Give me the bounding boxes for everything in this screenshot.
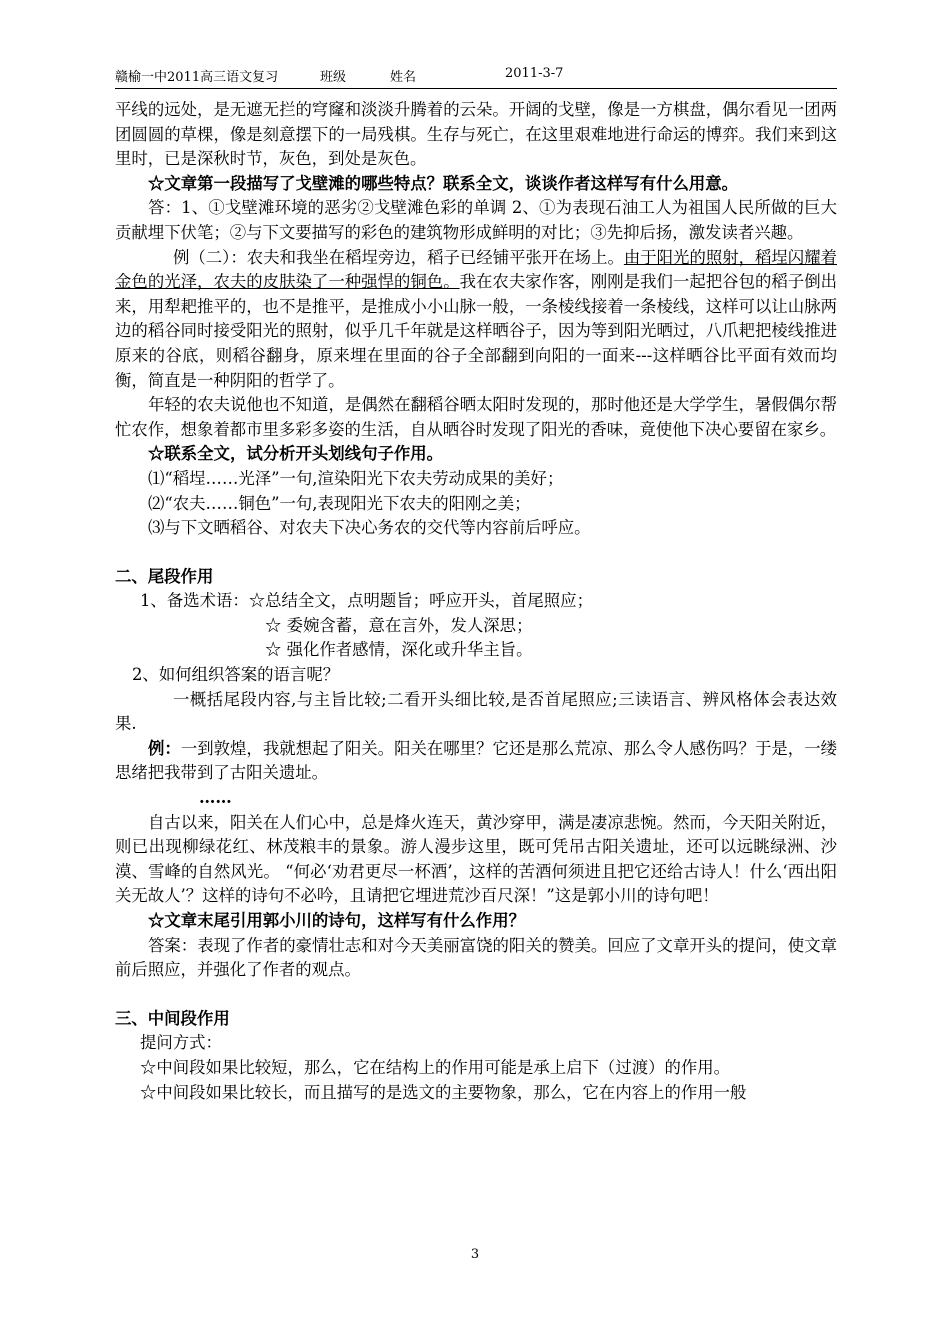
header-date: 2011-3-7 xyxy=(505,66,564,81)
example-3 xyxy=(115,737,837,786)
middle-short-note: ☆中间段如果比较短，那么，它在结构上的作用可能是承上启下（过渡）的作用。 xyxy=(140,1057,731,1077)
page-number: 3 xyxy=(470,1247,480,1262)
middle-long-note: ☆中间段如果比较长，而且描写的是选文的主要物象，那么，它在内容上的作用一般 xyxy=(140,1082,747,1102)
question-1: ☆文章第一段描写了戈壁滩的哪些特点？联系全文，谈谈作者这样写有什么用意。 xyxy=(148,173,739,193)
section-heading-2: 二、尾段作用 xyxy=(115,566,214,586)
method-text: 一概括尾段内容,与主旨比较;二看开头细比较,是否首尾照应;三读语言、辨风格体会表达效果. xyxy=(115,689,837,734)
answer-1: 答：1、①戈壁滩环境的恶劣②戈壁滩色彩的单调 2、①为表现石油工人为祖国人民所做的巨大贡献埋下伏笔；②与下文要描写的彩色的建筑物形成鲜明的对比；③先抑后扬，激发读者兴趣。 xyxy=(115,198,837,242)
ellipsis: …… xyxy=(199,788,232,808)
page-header xyxy=(115,66,837,89)
terms-line-2: ☆ 委婉含蓄，意在言外，发人深思； xyxy=(265,615,533,635)
answer-2-item-3: ⑶与下文晒稻谷、对农夫下决心务农的交代等内容前后呼应。 xyxy=(148,518,591,538)
paragraph-young-farmer: 年轻的农夫说他也不知道，是偶然在翻稻谷晒太阳时发现的，那时他还是大学学生，暑假偶尔帮忙农作，想象着都市里多彩多姿的生活，自从晒谷时发现了阳光的香味，竟使他下决心要留在家乡。 xyxy=(115,395,837,439)
paragraph-yangguan: 自古以来，阳关在人们心中，总是烽火连天，黄沙穿甲，满是凄凉悲惋。然而，今天阳关附近，则已出现柳绿花红、林茂粮丰的景象。游人漫步这里，既可凭吊古阳关遗址，还可以远眺绿洲、沙漠、雪峰的自然风光。 “何必‘劝君更尽一杯酒’，这样的苦酒何须进且把它还给古诗人！什么‘西出阳关无故人’？这样的诗句不必吟，且请把它埋进荒沙百尺深！”这是郭小川的诗句吧！ xyxy=(115,812,837,906)
example-2-underlined-sentence: 由于阳光的照射，稻埕闪耀着金色的光泽，农夫的皮肤染了一种强悍的铜色。 xyxy=(115,247,837,292)
header-school: 赣榆一中2011高三语文复习 xyxy=(115,70,279,85)
header-name-label: 姓名 xyxy=(390,70,417,85)
terms-line-1: 1、备选术语：☆总结全文，点明题旨；呼应开头，首尾照应； xyxy=(140,591,593,611)
how-to-answer: 2、如何组织答案的语言呢？ xyxy=(132,665,340,685)
terms-line-3: ☆ 强化作者感情，深化或升华主旨。 xyxy=(265,640,533,660)
header-class-label: 班级 xyxy=(320,70,347,85)
document-body xyxy=(115,98,837,1105)
question-method-label: 提问方式： xyxy=(140,1033,222,1053)
paragraph-gobi: 平线的远处，是无遮无拦的穹窿和淡淡升腾着的云朵。开阔的戈壁，像是一方棋盘，偶尔看见一团两团圆圆的草棵，像是刻意摆下的一局残棋。生存与死亡，在这里艰难地进行命运的博弈。我们来到这里时，已是深秋时节，灰色，到处是灰色。 xyxy=(115,100,837,169)
section-heading-3: 三、中间段作用 xyxy=(115,1008,230,1028)
question-3: ☆文章末尾引用郭小川的诗句，这样写有什么作用？ xyxy=(148,911,525,930)
example-3-label: 例： xyxy=(148,738,181,758)
example-2 xyxy=(115,246,837,394)
answer-2-item-2: ⑵“农夫……铜色”一句,表现阳光下农夫的阳刚之美； xyxy=(148,493,531,513)
question-2: ☆联系全文，试分析开头划线句子作用。 xyxy=(148,444,444,464)
example-3-text: 一到敦煌，我就想起了阳关。阳关在哪里？它还是那么荒凉、那么令人感伤吗？于是，一缕思绪把我带到了古阳关遗址。 xyxy=(115,738,837,783)
example-2-lead: 例（二）：农夫和我坐在稻埕旁边，稻子已经铺平张开在场上。 xyxy=(173,247,624,267)
example-2-rest: 我在农夫家作客，刚刚是我们一起把谷包的稻子倒出来，用犁耙推平的，也不是推平，是推成小小山脉一般，一条棱线接着一条棱线，这样可以让山脉两边的稻谷同时接受阳光的照射，似乎几千年就是这样晒谷子，因为等到阳光晒过，八爪耙把棱线推进原来的谷底，则稻谷翻身，原来埋在里面的谷子全部翻到向阳的一面来---这样晒谷比平面有效而均衡，简直是一种阴阳的哲学了。 xyxy=(115,272,838,390)
answer-2-item-1: ⑴“稻埕……光泽”一句,渲染阳光下农夫劳动成果的美好； xyxy=(148,468,564,488)
answer-3: 答案：表现了作者的豪情壮志和对今天美丽富饶的阳关的赞美。回应了文章开头的提问，使文章前后照应，并强化了作者的观点。 xyxy=(115,935,837,980)
